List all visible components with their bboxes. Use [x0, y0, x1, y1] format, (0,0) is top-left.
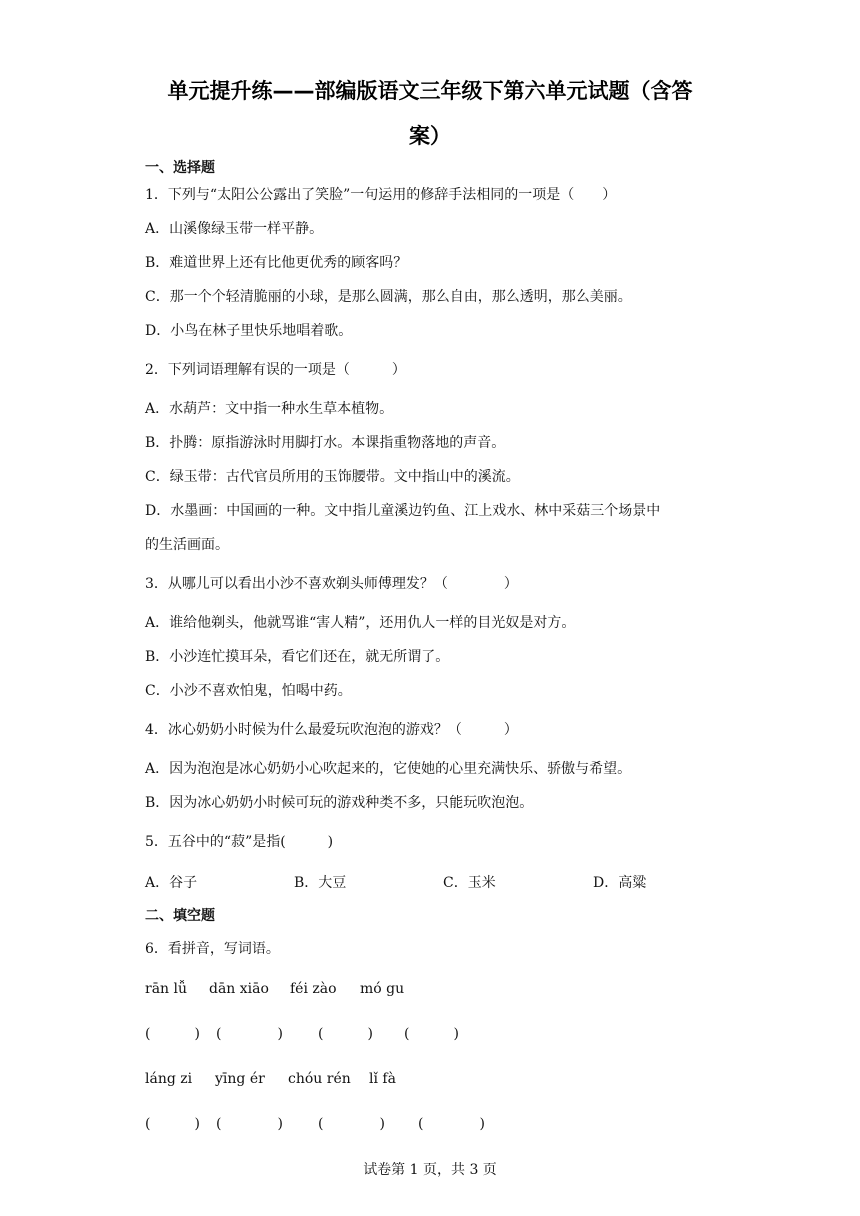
answer-blank[interactable]: ( ): [145, 1116, 200, 1132]
question-1-option-b: B．难道世界上还有比他更优秀的顾客吗？: [145, 255, 408, 271]
question-5-option-a: A．谷子: [145, 875, 198, 891]
question-1-option-c: C．那一个个轻清脆丽的小球，是那么圆满，那么自由，那么透明，那么美丽。: [145, 289, 632, 305]
pinyin-lifa: lǐ fà: [369, 1071, 396, 1087]
pinyin-yinger: yīng ér: [215, 1071, 265, 1087]
pinyin-danxiao: dān xiāo: [209, 981, 269, 997]
question-2-option-b: B．扑腾：原指游泳时用脚打水。本课指重物落地的声音。: [145, 435, 506, 451]
answer-blank[interactable]: ( ): [318, 1116, 385, 1132]
answer-blank[interactable]: ( ): [145, 1026, 200, 1042]
question-3-option-b: B．小沙连忙摸耳朵，看它们还在，就无所谓了。: [145, 649, 450, 665]
pinyin-mogu: mó gu: [360, 981, 405, 997]
pinyin-langzi: láng zi: [145, 1071, 193, 1087]
answer-blank[interactable]: ( ): [404, 1026, 459, 1042]
question-5-option-b: B．大豆: [294, 875, 347, 891]
page-title-line2: 案）: [409, 124, 451, 148]
answer-blank[interactable]: ( ): [418, 1116, 485, 1132]
pinyin-feizao: féi zào: [290, 981, 337, 997]
question-2-option-d-cont: 的生活画面。: [145, 537, 229, 553]
answer-blank[interactable]: ( ): [216, 1026, 283, 1042]
section-heading-choice: 一、选择题: [145, 160, 215, 176]
question-4-option-b: B．因为冰心奶奶小时候可玩的游戏种类不多，只能玩吹泡泡。: [145, 795, 534, 811]
question-1-stem: 1．下列与“太阳公公露出了笑脸”一句运用的修辞手法相同的一项是（ ）: [145, 187, 617, 203]
question-5-option-d: D．高粱: [593, 875, 647, 891]
question-3-option-c: C．小沙不喜欢怕鬼，怕喝中药。: [145, 683, 352, 699]
question-4-option-a: A．因为泡泡是冰心奶奶小心吹起来的，它使她的心里充满快乐、骄傲与希望。: [145, 761, 632, 777]
question-2-option-d: D．水墨画：中国画的一种。文中指儿童溪边钓鱼、江上戏水、林中采菇三个场景中: [145, 503, 661, 519]
question-3-option-a: A．谁给他剃头，他就骂谁“害人精”，还用仇人一样的目光奴是对方。: [145, 615, 576, 631]
pinyin-ranlv: rān lǚ: [145, 981, 187, 997]
answer-blank[interactable]: ( ): [216, 1116, 283, 1132]
question-6-stem: 6．看拼音，写词语。: [145, 941, 280, 957]
question-1-option-a: A．山溪像绿玉带一样平静。: [145, 221, 324, 237]
question-4-stem: 4．冰心奶奶小时候为什么最爱玩吹泡泡的游戏？（ ）: [145, 722, 518, 738]
section-heading-fill: 二、填空题: [145, 908, 215, 924]
question-5-option-c: C．玉米: [443, 875, 496, 891]
page-title-line1: 单元提升练——部编版语文三年级下第六单元试题（含答: [167, 79, 693, 103]
question-2-option-c: C．绿玉带：古代官员所用的玉饰腰带。文中指山中的溪流。: [145, 469, 520, 485]
answer-blank[interactable]: ( ): [318, 1026, 373, 1042]
question-3-stem: 3．从哪儿可以看出小沙不喜欢剃头师傅理发？（ ）: [145, 576, 518, 592]
pinyin-chouren: chóu rén: [288, 1071, 351, 1087]
question-2-option-a: A．水葫芦：文中指一种水生草本植物。: [145, 401, 394, 417]
question-2-stem: 2．下列词语理解有误的一项是（ ）: [145, 362, 406, 378]
question-5-stem: 5．五谷中的“菽”是指( ): [145, 834, 334, 850]
question-1-option-d: D．小鸟在林子里快乐地唱着歌。: [145, 323, 353, 339]
page-footer: 试卷第 1 页，共 3 页: [363, 1162, 497, 1178]
